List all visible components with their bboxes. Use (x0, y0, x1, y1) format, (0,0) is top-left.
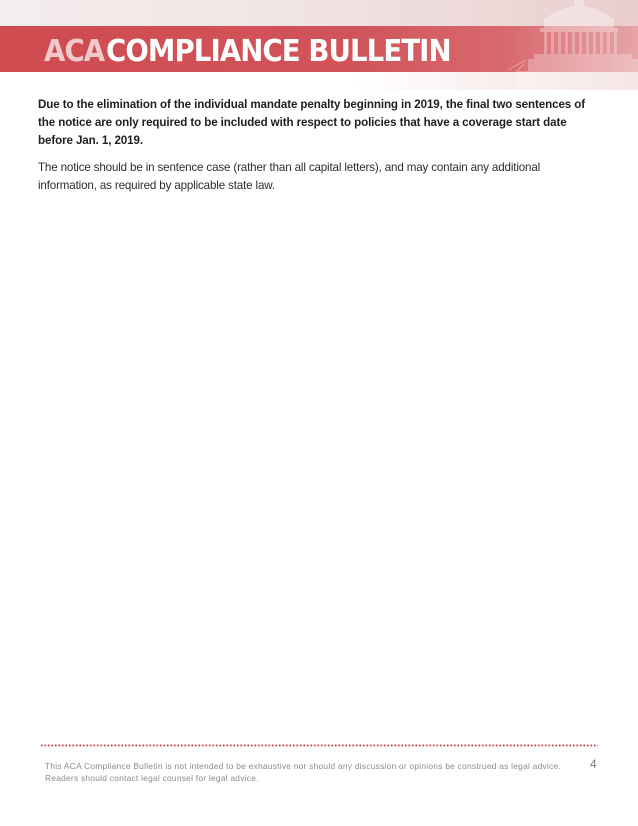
paragraph-sentence-case: The notice should be in sentence case (rather than all capital letters), and may contain any additional information, as required by applicable state law. (38, 161, 541, 192)
header-banner (0, 0, 638, 90)
capitol-dome-icon (488, 0, 638, 90)
footer-disclaimer: This ACA Compliance Bulletin is not intended to be exhaustive nor should any discussion or opinions be construed as legal advice. Readers should contact legal counsel for legal advice. (45, 761, 561, 783)
bulletin-body (38, 96, 600, 204)
footer-dotted-divider (40, 744, 598, 747)
title-main: COMPLIANCE BULLETIN (106, 33, 451, 69)
title-prefix: ACA (44, 33, 105, 69)
page-number: 4 (590, 757, 597, 771)
bulletin-title (44, 31, 451, 71)
paragraph-mandate-penalty: Due to the elimination of the individual mandate penalty beginning in 2019, the final two sentences of the notice are only required to be included with respect to policies that have a coverage start date before Jan. 1, 2019. (38, 98, 586, 147)
